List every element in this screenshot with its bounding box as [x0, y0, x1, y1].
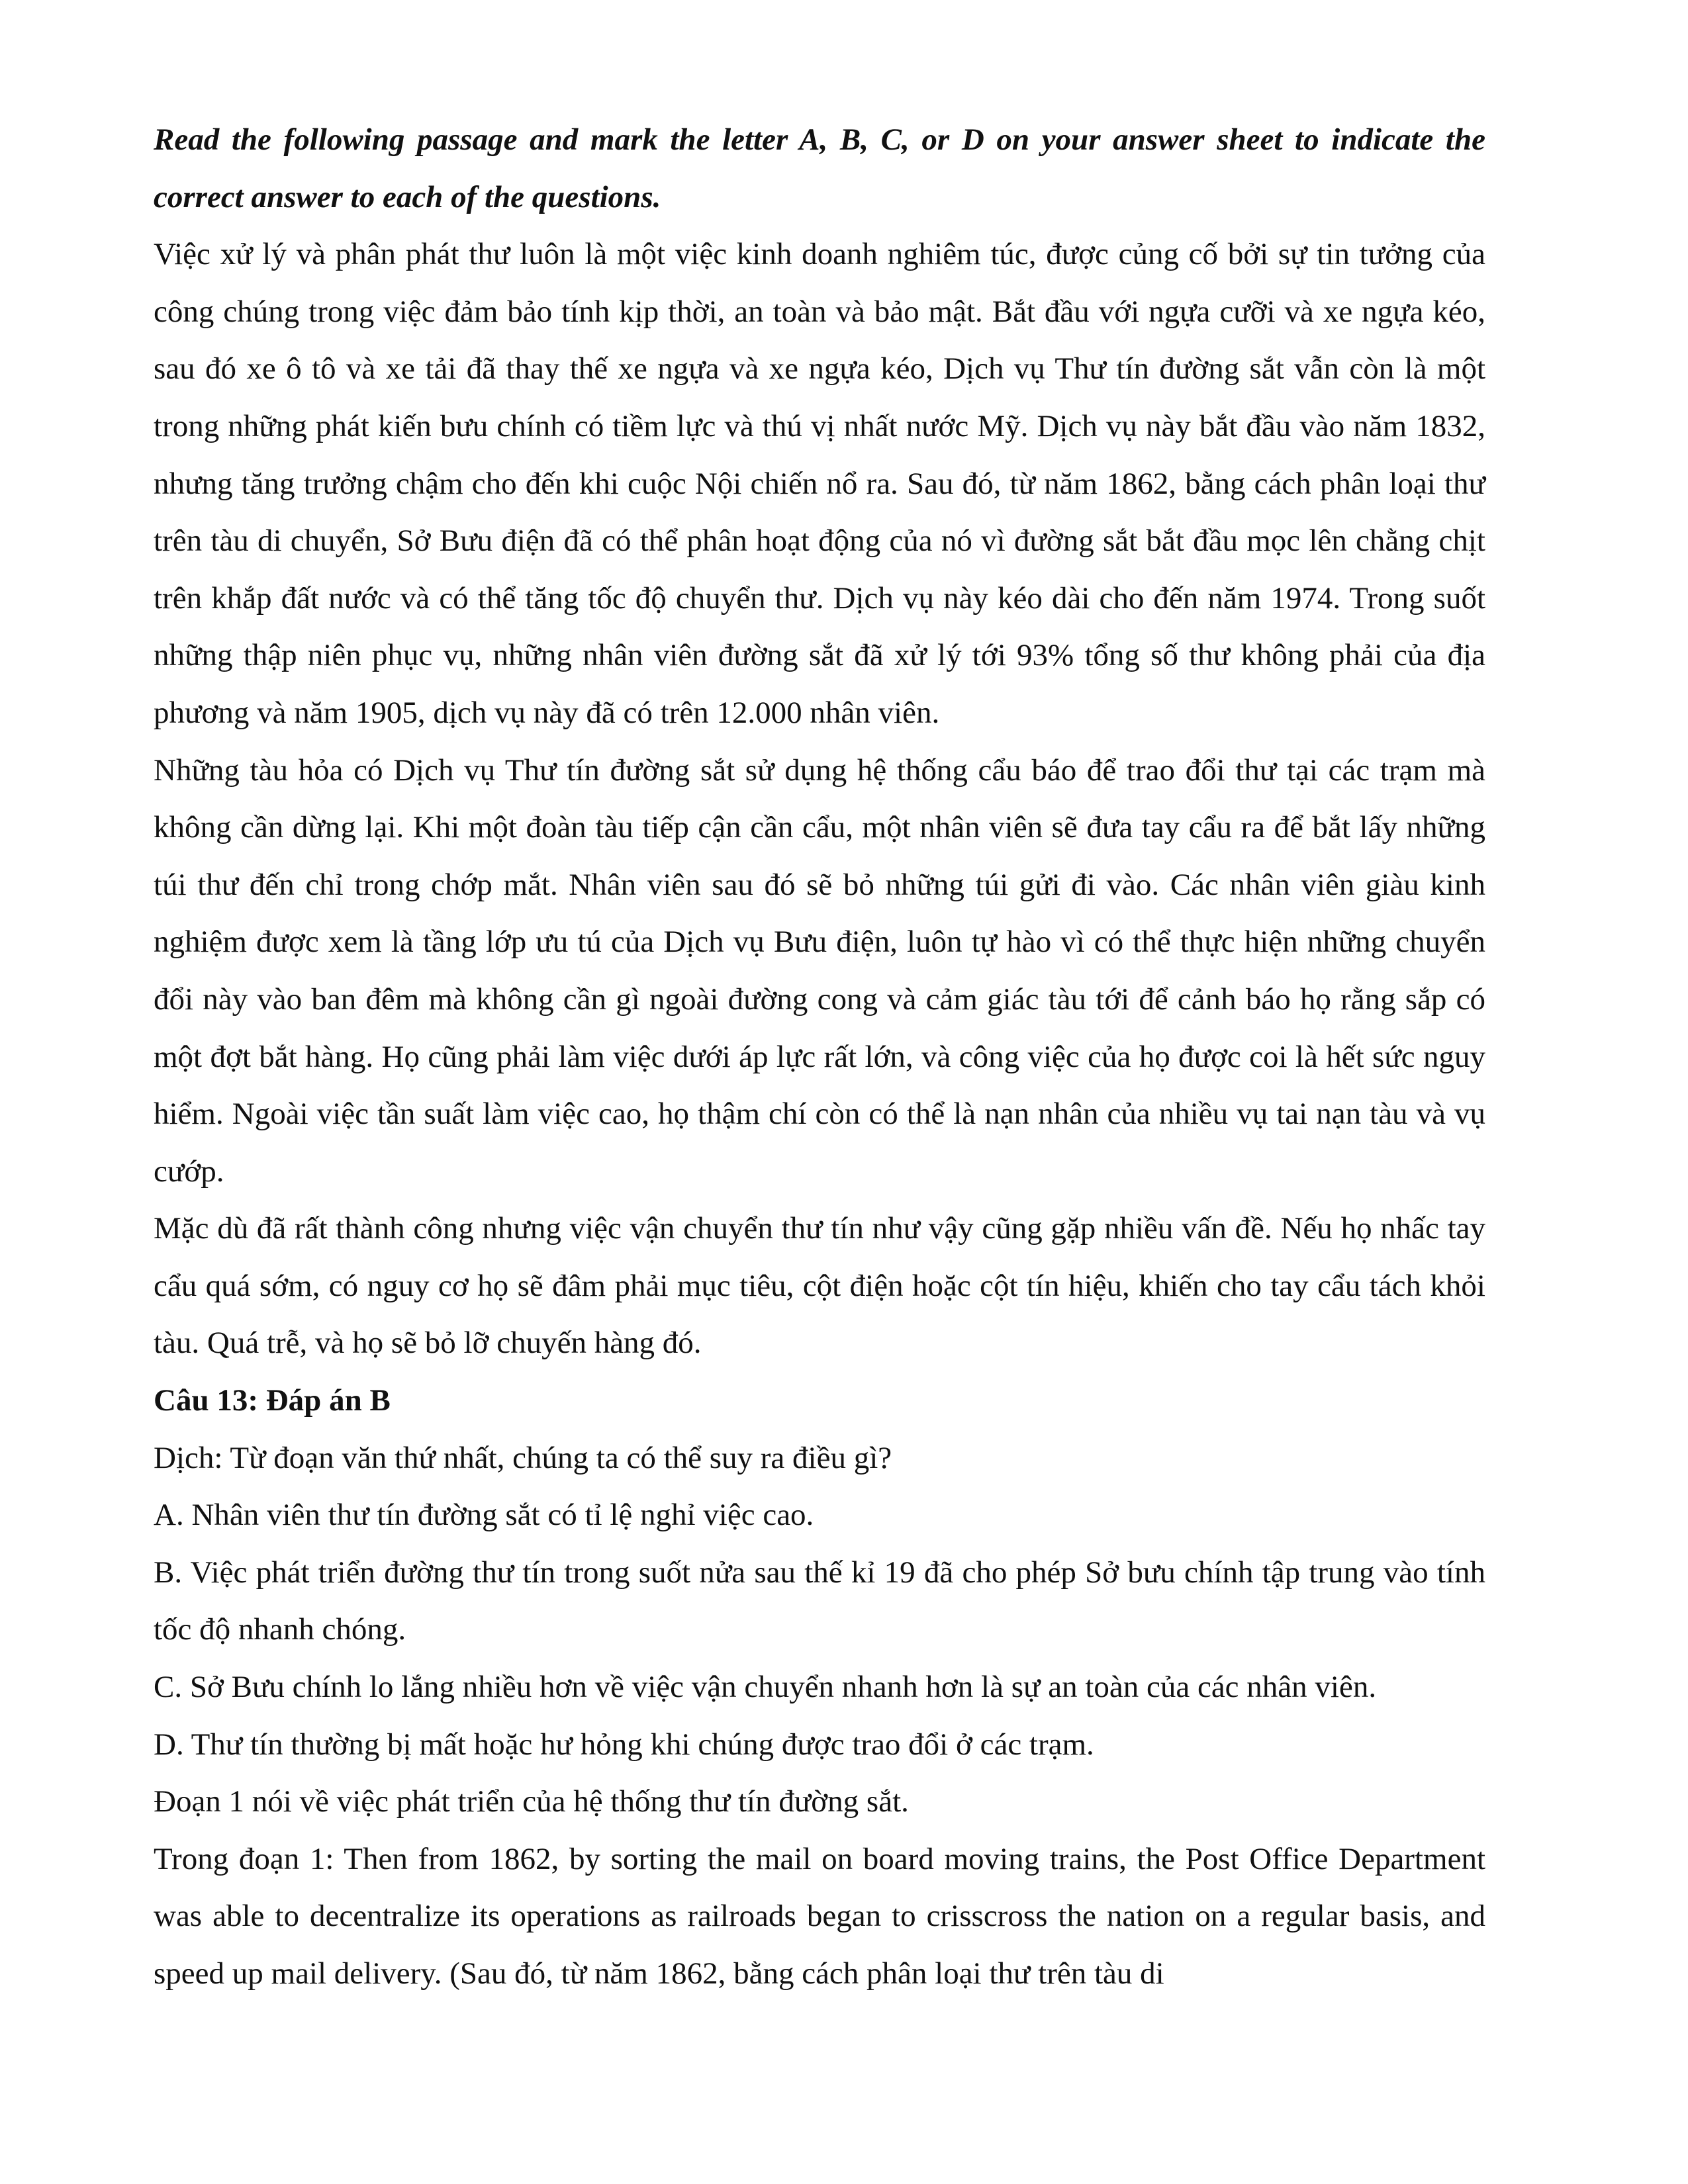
instruction-text: Read the following passage and mark the letter A, B, C, or D on your answer sheet to indicate the correct answer to each of the questions.: [154, 122, 1485, 214]
answer-heading: Câu 13: Đáp án B: [154, 1383, 391, 1418]
explanation-text: Đoạn 1 nói về việc phát triển của hệ thống thư tín đường sắt.: [154, 1784, 909, 1819]
option-d: D. Thư tín thường bị mất hoặc hư hỏng khi chúng được trao đổi ở các trạm.: [154, 1727, 1094, 1762]
option-b: B. Việc phát triển đường thư tín trong suốt nửa sau thế kỉ 19 đã cho phép Sở bưu chính tập trung vào tính tốc độ nhanh chóng.: [154, 1555, 1485, 1647]
document-page: [154, 111, 1485, 2003]
option-a: A. Nhân viên thư tín đường sắt có tỉ lệ nghỉ việc cao.: [154, 1498, 814, 1533]
option-c: C. Sở Bưu chính lo lắng nhiều hơn về việc vận chuyển nhanh hơn là sự an toàn của các nhân viên.: [154, 1670, 1377, 1705]
passage-paragraph-1: Việc xử lý và phân phát thư luôn là một việc kinh doanh nghiêm túc, được củng cố bởi sự tin tưởng của công chúng trong việc đảm bảo tính kịp thời, an toàn và bảo mật. Bắt đầu với ngựa cưỡi và xe ngựa kéo, sau đó xe ô tô và xe tải đã thay thế xe ngựa và xe ngựa kéo, Dịch vụ Thư tín đường sắt vẫn còn là một trong những phát kiến bưu chính có tiềm lực và thú vị nhất nước Mỹ. Dịch vụ này bắt đầu vào năm 1832, nhưng tăng trưởng chậm cho đến khi cuộc Nội chiến nổ ra. Sau đó, từ năm 1862, bằng cách phân loại thư trên tàu di chuyển, Sở Bưu điện đã có thể phân hoạt động của nó vì đường sắt bắt đầu mọc lên chằng chịt trên khắp đất nước và có thể tăng tốc độ chuyển thư. Dịch vụ này kéo dài cho đến năm 1974. Trong suốt những thập niên phục vụ, những nhân viên đường sắt đã xử lý tới 93% tổng số thư không phải của địa phương và năm 1905, dịch vụ này đã có trên 12.000 nhân viên.: [154, 237, 1485, 730]
quote-text: Trong đoạn 1: Then from 1862, by sorting the mail on board moving trains, the Post Office Department was able to decentralize its operations as railroads began to crisscross the nation on a regular basis, and speed up mail delivery. (Sau đó, từ năm 1862, bằng cách phân loại thư trên tàu di: [154, 1841, 1485, 1991]
passage-paragraph-3: Mặc dù đã rất thành công nhưng việc vận chuyển thư tín như vậy cũng gặp nhiều vấn đề. Nếu họ nhấc tay cẩu quá sớm, có nguy cơ họ sẽ đâm phải mục tiêu, cột điện hoặc cột tín hiệu, khiến cho tay cẩu tách khỏi tàu. Quá trễ, và họ sẽ bỏ lỡ chuyến hàng đó.: [154, 1211, 1485, 1361]
question-translation: Dịch: Từ đoạn văn thứ nhất, chúng ta có thể suy ra điều gì?: [154, 1440, 892, 1475]
passage-paragraph-2: Những tàu hỏa có Dịch vụ Thư tín đường sắt sử dụng hệ thống cẩu báo để trao đổi thư tại các trạm mà không cần dừng lại. Khi một đoàn tàu tiếp cận cần cẩu, một nhân viên sẽ đưa tay cẩu ra để bắt lấy những túi thư đến chỉ trong chớp mắt. Nhân viên sau đó sẽ bỏ những túi gửi đi vào. Các nhân viên giàu kinh nghiệm được xem là tầng lớp ưu tú của Dịch vụ Bưu điện, luôn tự hào vì có thể thực hiện những chuyển đổi này vào ban đêm mà không cần gì ngoài đường cong và cảm giác tàu tới để cảnh báo họ rằng sắp có một đợt bắt hàng. Họ cũng phải làm việc dưới áp lực rất lớn, và công việc của họ được coi là hết sức nguy hiểm. Ngoài việc tần suất làm việc cao, họ thậm chí còn có thể là nạn nhân của nhiều vụ tai nạn tàu và vụ cướp.: [154, 752, 1485, 1189]
